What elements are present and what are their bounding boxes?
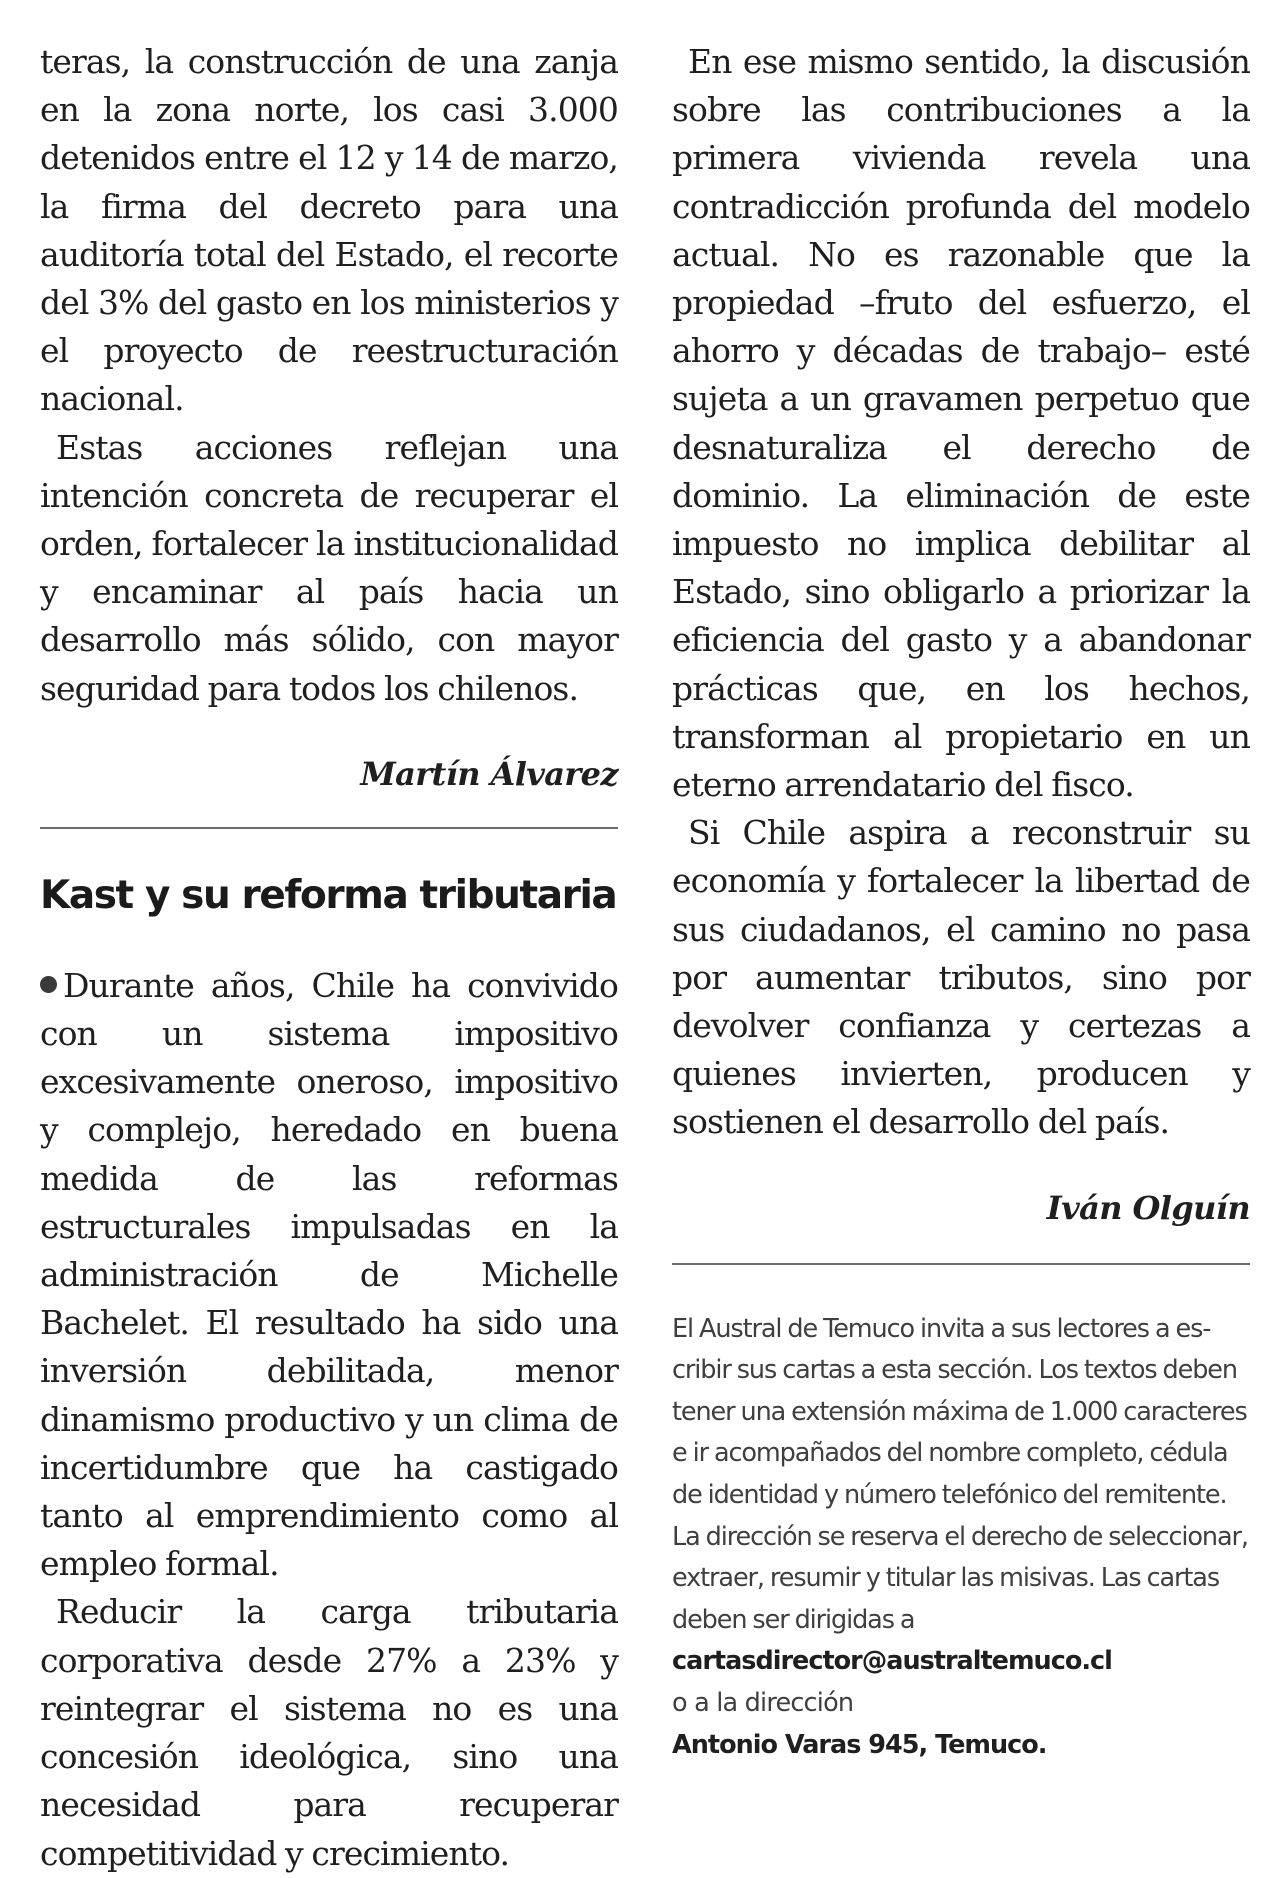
letter-paragraph-1-text: Durante años, Chile ha convivido con un sistema impositivo excesivamente oneroso, impositivo y complejo, heredado en buena medida de las reformas estructurales impulsadas en la administración de Michelle Bachelet. El resultado ha sido una inversión debilitada, menor dinamismo productivo y un clima de incertidumbre que ha castigado tanto al emprendimiento como al empleo formal.: [40, 965, 618, 1584]
letter-paragraph-1: [40, 962, 618, 1589]
bullet-icon: [40, 976, 57, 993]
section-divider-right: [672, 1263, 1250, 1265]
right-column: [672, 38, 1250, 1766]
letter-paragraph-2: Reducir la carga tributaria corporativa desde 27% a 23% y reintegrar el sistema no es una concesión ideológica, sino una necesidad para recuperar competitividad y crecimiento.: [40, 1592, 618, 1873]
letter-paragraph-4: Si Chile aspira a reconstruir su economía y fortalecer la libertad de sus ciudadanos, el camino no pasa por aumentar tributos, sino por devolver confianza y certezas a quienes invierten, producen y sostienen el desarrollo del país.: [672, 813, 1250, 1142]
notice-or-address: o a la dirección: [672, 1688, 854, 1719]
letter-paragraph-3: En ese mismo sentido, la discusión sobre las contribuciones a la primera vivienda revela una contradicción profunda del modelo actual. No es razonable que la propiedad –fruto del esfuerzo, el ahorro y décadas de trabajo– esté sujeta a un gravamen perpetuo que desnaturaliza el derecho de dominio. La eliminación de este impuesto no implica debilitar al Estado, sino obligarlo a priorizar la eficiencia del gasto y a abandonar prácticas que, en los hechos, transforman al propietario en un eterno arrendatario del fisco.: [672, 42, 1250, 805]
notice-text: El Austral de Temuco invita a sus lectores a escribir sus cartas a esta sección. Los textos deben tener una extensión máxima de 1.000 caracteres e ir acompañados del nombre completo, cédula de identidad y número telefónico del remitente. La dirección se reserva el derecho de seleccionar, extraer, resumir y titular las misivas. Las cartas deben ser dirigidas a: [672, 1313, 1248, 1635]
section-divider-left: [40, 827, 618, 829]
previous-letter-continuation: teras, la construcción de una zanja en la zona norte, los casi 3.000 detenidos entre el 12 y 14 de marzo, la firma del decreto para una auditoría total del Estado, el recorte del 3% del gasto en los ministerios y el proyecto de reestructuración nacional.: [40, 42, 618, 419]
previous-letter-signature: Martín Álvarez: [360, 754, 618, 793]
letters-notice: [672, 1309, 1250, 1767]
notice-address: Antonio Varas 945, Temuco.: [672, 1729, 1047, 1760]
notice-email: cartasdirector@australtemuco.cl: [672, 1646, 1112, 1677]
left-column: [40, 38, 618, 1878]
letter-signature: Iván Olguín: [1046, 1188, 1250, 1227]
letter-headline: Kast y su reforma tributaria: [40, 872, 617, 918]
previous-letter-closing-paragraph: Estas acciones reflejan una intención concreta de recuperar el orden, fortalecer la institucionalidad y encaminar al país hacia un desarrollo más sólido, con mayor seguridad para todos los chilenos.: [40, 427, 618, 708]
